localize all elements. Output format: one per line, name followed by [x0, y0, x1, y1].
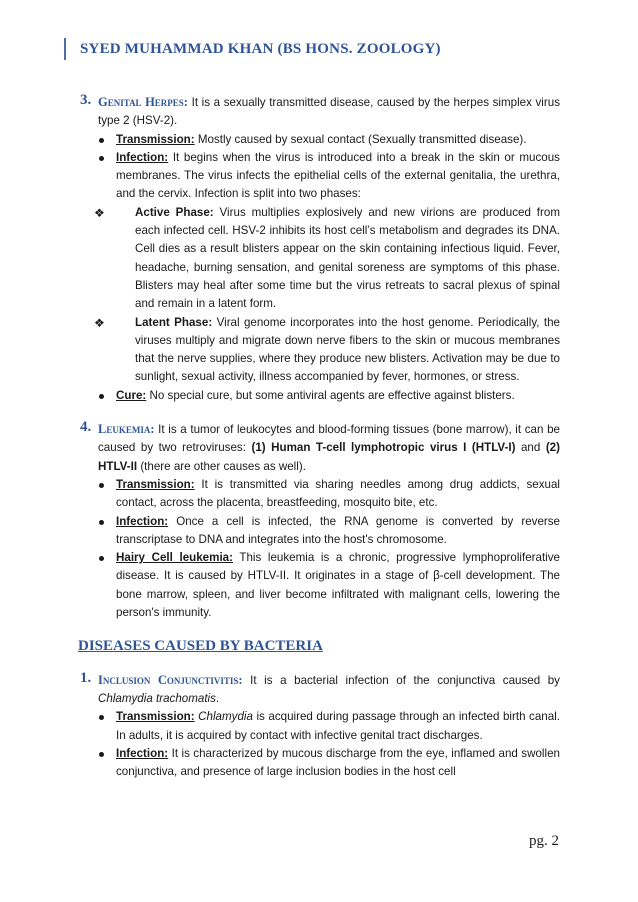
item-label: Cure: — [116, 388, 147, 402]
virus-name: (1) Human T-cell lymphotropic virus I (HTLV-I) — [251, 441, 516, 455]
list-item — [80, 204, 560, 314]
item-text: It is transmitted via sharing needles among drug addicts, sexual contact, across the placenta, breastfeeding, mosquito bite, etc. — [116, 477, 560, 510]
diamond-bullet-icon: ❖ — [94, 315, 105, 330]
item-text: It begins when the virus is introduced into a break in the skin or mucous membranes. The virus infects the epithelial cells of the external genitalia, the urethra, and the cervix. Infection is split into two phases: — [116, 150, 560, 201]
chapter-heading-block — [80, 637, 560, 656]
genus-name: Chlamydia — [198, 710, 253, 724]
item-text: Viral genome incorporates into the host genome. Periodically, the viruses multiply and migrate down nerve fibers to the skin or mucous membranes that the nerve supplies, where they produce new blisters. Activation may be due to sunlight, sexual activity, illness accompanied by fever, hormones, or stress. — [135, 315, 560, 384]
conjunction: and — [520, 441, 541, 455]
section-leukemia — [80, 420, 560, 476]
species-name: Chlamydia trachomatis — [98, 691, 216, 705]
list-item — [80, 476, 560, 513]
list-item — [80, 513, 560, 550]
item-text: This leukemia is a chronic, progressive lymphoproliferative disease. It is caused by HTLV-II. It originates in a stage of β-cell development. The bone marrow, spleen, and liver become infiltrated with malignant cells, lowering the person's immunity. — [116, 551, 560, 620]
list-item — [80, 549, 560, 622]
item-text: No special cure, but some antiviral agents are effective against blisters. — [149, 388, 515, 402]
item-text: is acquired during passage through an infected birth canal. In adults, it is acquired by contact with infective genital tract discharges. — [116, 710, 560, 742]
header-title: SYED MUHAMMAD KHAN (BS HONS. ZOOLOGY) — [80, 41, 441, 57]
item-text: Virus multiplies explosively and new virions are produced from each infected cell. HSV-2 inhibits its host cell’s metabolism and degrades its DNA. Cell dies as a result blisters appear on the skin containing infectious liquid. Fever, headache, burning sensation, and genital soreness are symptoms of this phase. Blisters may heal after some time but the virus retreats to sacral plexus of spinal and remain in a latent form. — [135, 205, 560, 311]
item-label: Hairy Cell leukemia: — [116, 551, 233, 565]
period: . — [215, 691, 220, 705]
section-genital-herpes — [80, 93, 560, 131]
section-number: 4. — [80, 419, 92, 436]
item-label: Infection: — [116, 746, 169, 760]
section-number: 3. — [80, 92, 92, 108]
section-inclusion-conjunctivitis — [80, 671, 560, 709]
item-label: Infection: — [116, 514, 169, 528]
page-content — [80, 93, 560, 781]
item-label: Infection: — [116, 150, 169, 164]
section-intro: It is a sexually transmitted disease, caused by the herpes simplex virus type 2 (HSV-2). — [98, 96, 560, 128]
item-label: Active Phase: — [135, 205, 214, 219]
section-title: Genital Herpes: — [98, 95, 188, 109]
page-header — [64, 38, 441, 60]
list-item — [80, 745, 560, 782]
item-label: Transmission: — [116, 710, 195, 724]
page-number: pg. 2 — [529, 833, 559, 849]
section-intro: It is a tumor of leukocytes and blood-forming tissues (bone marrow), it can be caused by two retroviruses: — [98, 423, 560, 455]
list-item — [80, 387, 560, 405]
bullet-icon — [99, 483, 104, 488]
virus-name: (2) HTLV-II — [98, 441, 560, 473]
bullet-icon — [99, 394, 104, 399]
bullet-icon — [99, 556, 104, 561]
bullet-icon — [99, 715, 104, 720]
item-text: It is characterized by mucous discharge from the eye, inflamed and swollen conjunctiva, and presence of large inclusion bodies in the host cell — [116, 746, 560, 779]
spacer — [80, 622, 560, 637]
spacer — [80, 405, 560, 420]
item-text: Mostly caused by sexual contact (Sexually transmitted disease). — [197, 132, 527, 146]
section-number: 1. — [80, 669, 92, 686]
item-label: Transmission: — [116, 132, 195, 146]
list-item — [80, 131, 560, 149]
item-label: Transmission: — [116, 477, 195, 491]
list-item — [80, 149, 560, 204]
item-text: Once a cell is infected, the RNA genome is converted by reverse transcriptase to DNA and integrates into the host's chromosome. — [116, 514, 560, 546]
bullet-icon — [99, 520, 104, 525]
section-intro: It is a bacterial infection of the conjunctiva caused by — [250, 673, 560, 687]
section-intro-end: (there are other causes as well). — [140, 459, 306, 473]
bullet-icon — [99, 156, 104, 161]
list-item — [80, 708, 560, 745]
bullet-icon — [99, 752, 104, 757]
diamond-bullet-icon: ❖ — [94, 205, 105, 220]
bullet-icon — [99, 138, 104, 143]
section-title: Inclusion Conjunctivitis: — [98, 672, 243, 687]
item-label: Latent Phase: — [135, 315, 213, 329]
chapter-heading: DISEASES CAUSED BY BACTERIA — [78, 638, 323, 655]
list-item — [80, 314, 560, 387]
section-title: Leukemia: — [98, 422, 155, 437]
